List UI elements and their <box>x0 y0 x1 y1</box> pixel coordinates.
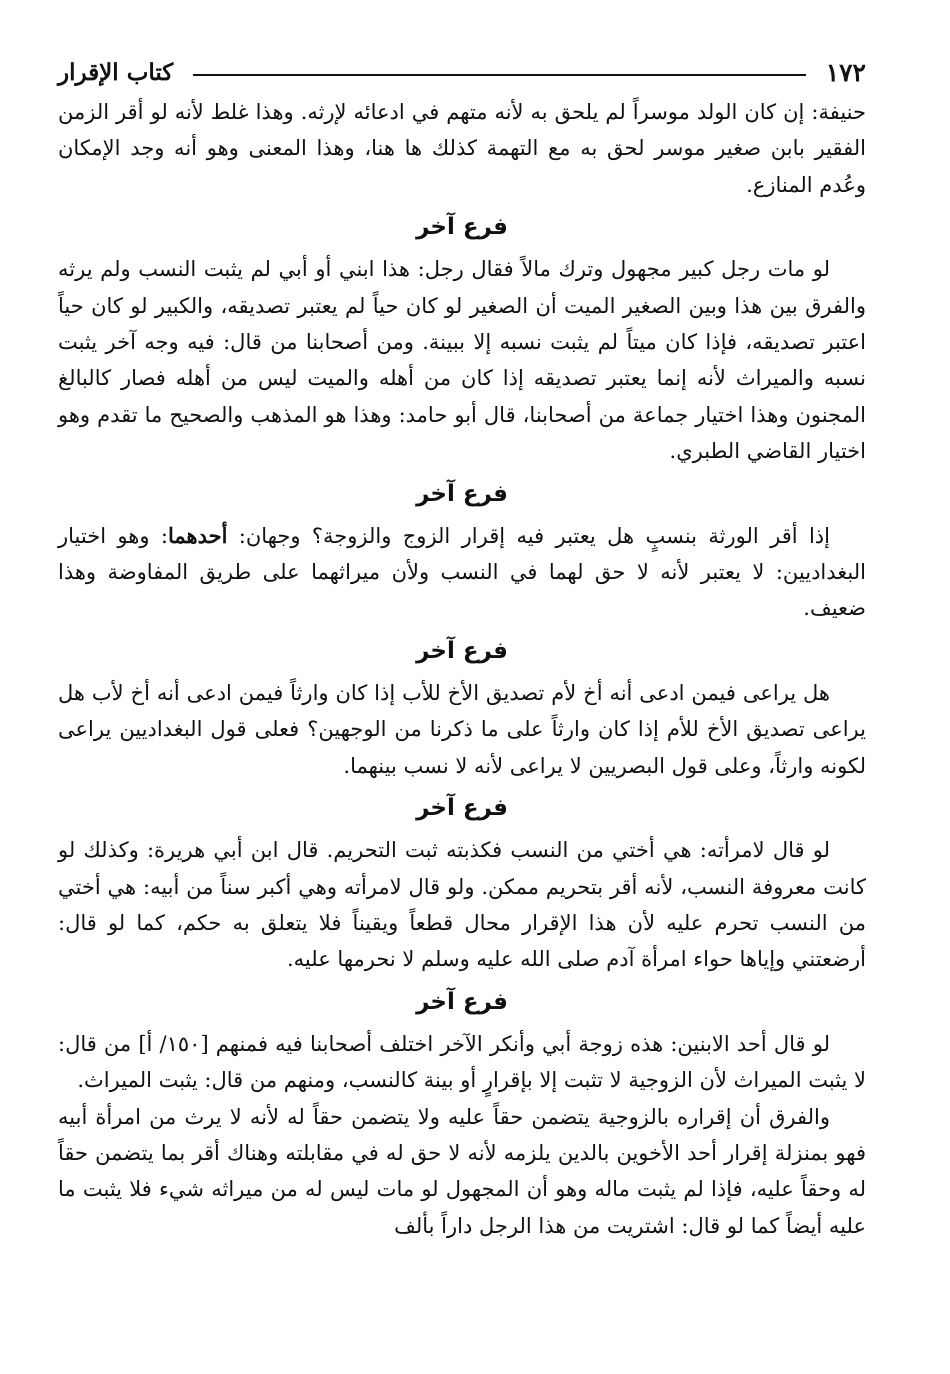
section-heading: فرع آخر <box>416 480 508 507</box>
paragraph: حنيفة: إن كان الولد موسراً لم يلحق به لأنه متهم في ادعائه لإرثه. وهذا غلط لأنه لو أقر الزمن الفقير بابن صغير موسر لحق به مع التهمة كذلك ها هنا، وهذا المعنى وهو أنه وجد الإمكان وعُدم المنازع. <box>58 100 866 197</box>
paragraph: لو مات رجل كبير مجهول وترك مالاً فقال رجل: هذا ابني أو أبي لم يثبت النسب ولم يرثه والفرق بين هذا وبين الصغير الميت أن الصغير لو كان حياً لم يعتبر تصديقه، والكبير لو كان حياً اعتبر تصديقه، فإذا كان ميتاً لم يثبت نسبه إلا ببينة. ومن أصحابنا من قال: فيه وجه آخر يثبت نسبه والميراث لأنه إنما يعتبر تصديقه إذا كان من أهله والميت ليس من أهله فصار كالبالغ المجنون وهذا اختيار جماعة من أصحابنا، قال أبو حامد: وهذا هو المذهب والصحيح ما تقدم وهو اختيار القاضي الطبري. <box>58 257 866 464</box>
paragraph-text: إذا أقر الورثة بنسبٍ هل يعتبر فيه إقرار الزوج والزوجة؟ وجهان: <box>227 523 830 548</box>
paragraph <box>58 518 866 627</box>
paragraph: والفرق أن إقراره بالزوجية يتضمن حقاً عليه ولا يتضمن حقاً له لأنه لا يرث من امرأة أبيه فهو بمنزلة إقرار أحد الأخوين بالدين يلزمه لأنه لا حق له في مقابلته وهناك أقر بما يتضمن حقاً له وحقاً عليه، فإذا لم يثبت ماله وهو أن المجهول لو مات ليس له من ميراثه شيء فلا يثبت ما عليه أيضاً كما لو قال: اشتريت من هذا الرجل داراً بألف <box>58 1104 866 1238</box>
page-content <box>58 94 866 1244</box>
bold-term: أحدهما <box>167 522 228 548</box>
paragraph: لو قال لامرأته: هي أختي من النسب فكذبته ثبت التحريم. قال ابن أبي هريرة: وكذلك لو كانت معروفة النسب، لأنه أقر بتحريم ممكن. ولو قال لامرأته وهي أكبر سناً من أبيه: هي أختي من النسب تحرم عليه لأن هذا الإقرار محال قطعاً ويقيناً فلا يتعلق به حكم، كما لو قال: أرضعتني وإياها حواء امرأة آدم صلى الله عليه وسلم لا نحرمها عليه. <box>58 838 866 972</box>
paragraph-text: : وهو اختيار البغداديين: لا يعتبر لأنه لا حق لهما في النسب ولأن ميراثهما على طريق المفاوضة وهذا ضعيف. <box>58 523 866 621</box>
page <box>58 50 866 1244</box>
paragraph: هل يراعى فيمن ادعى أنه أخ لأم تصديق الأخ للأب إذا كان وارثاً فيمن ادعى أنه أخ لأب هل يراعى تصديق الأخ للأم إذا كان وارثاً على ما ذكرنا من الوجهين؟ فعلى قول البغداديين يراعى لكونه وارثاً، وعلى قول البصريين لا يراعى لأنه لا نسب بينهما. <box>58 680 866 778</box>
paragraph: لو قال أحد الابنين: هذه زوجة أبي وأنكر الآخر اختلف أصحابنا فيه فمنهم [١٥٠/ أ] من قال: لا يثبت الميراث لأن الزوجية لا تثبت إلا بإقرارٍ أو بينة كالنسب، ومنهم من قال: يثبت الميراث. <box>58 1031 866 1093</box>
section-heading: فرع آخر <box>416 637 508 664</box>
page-number: ١٧٢ <box>825 57 866 87</box>
header-rule <box>193 74 805 76</box>
book-title: كتاب الإقرار <box>58 58 174 86</box>
section-heading: فرع آخر <box>416 795 508 822</box>
page-header <box>58 50 866 94</box>
section-heading: فرع آخر <box>416 214 508 241</box>
section-heading: فرع آخر <box>416 988 508 1015</box>
